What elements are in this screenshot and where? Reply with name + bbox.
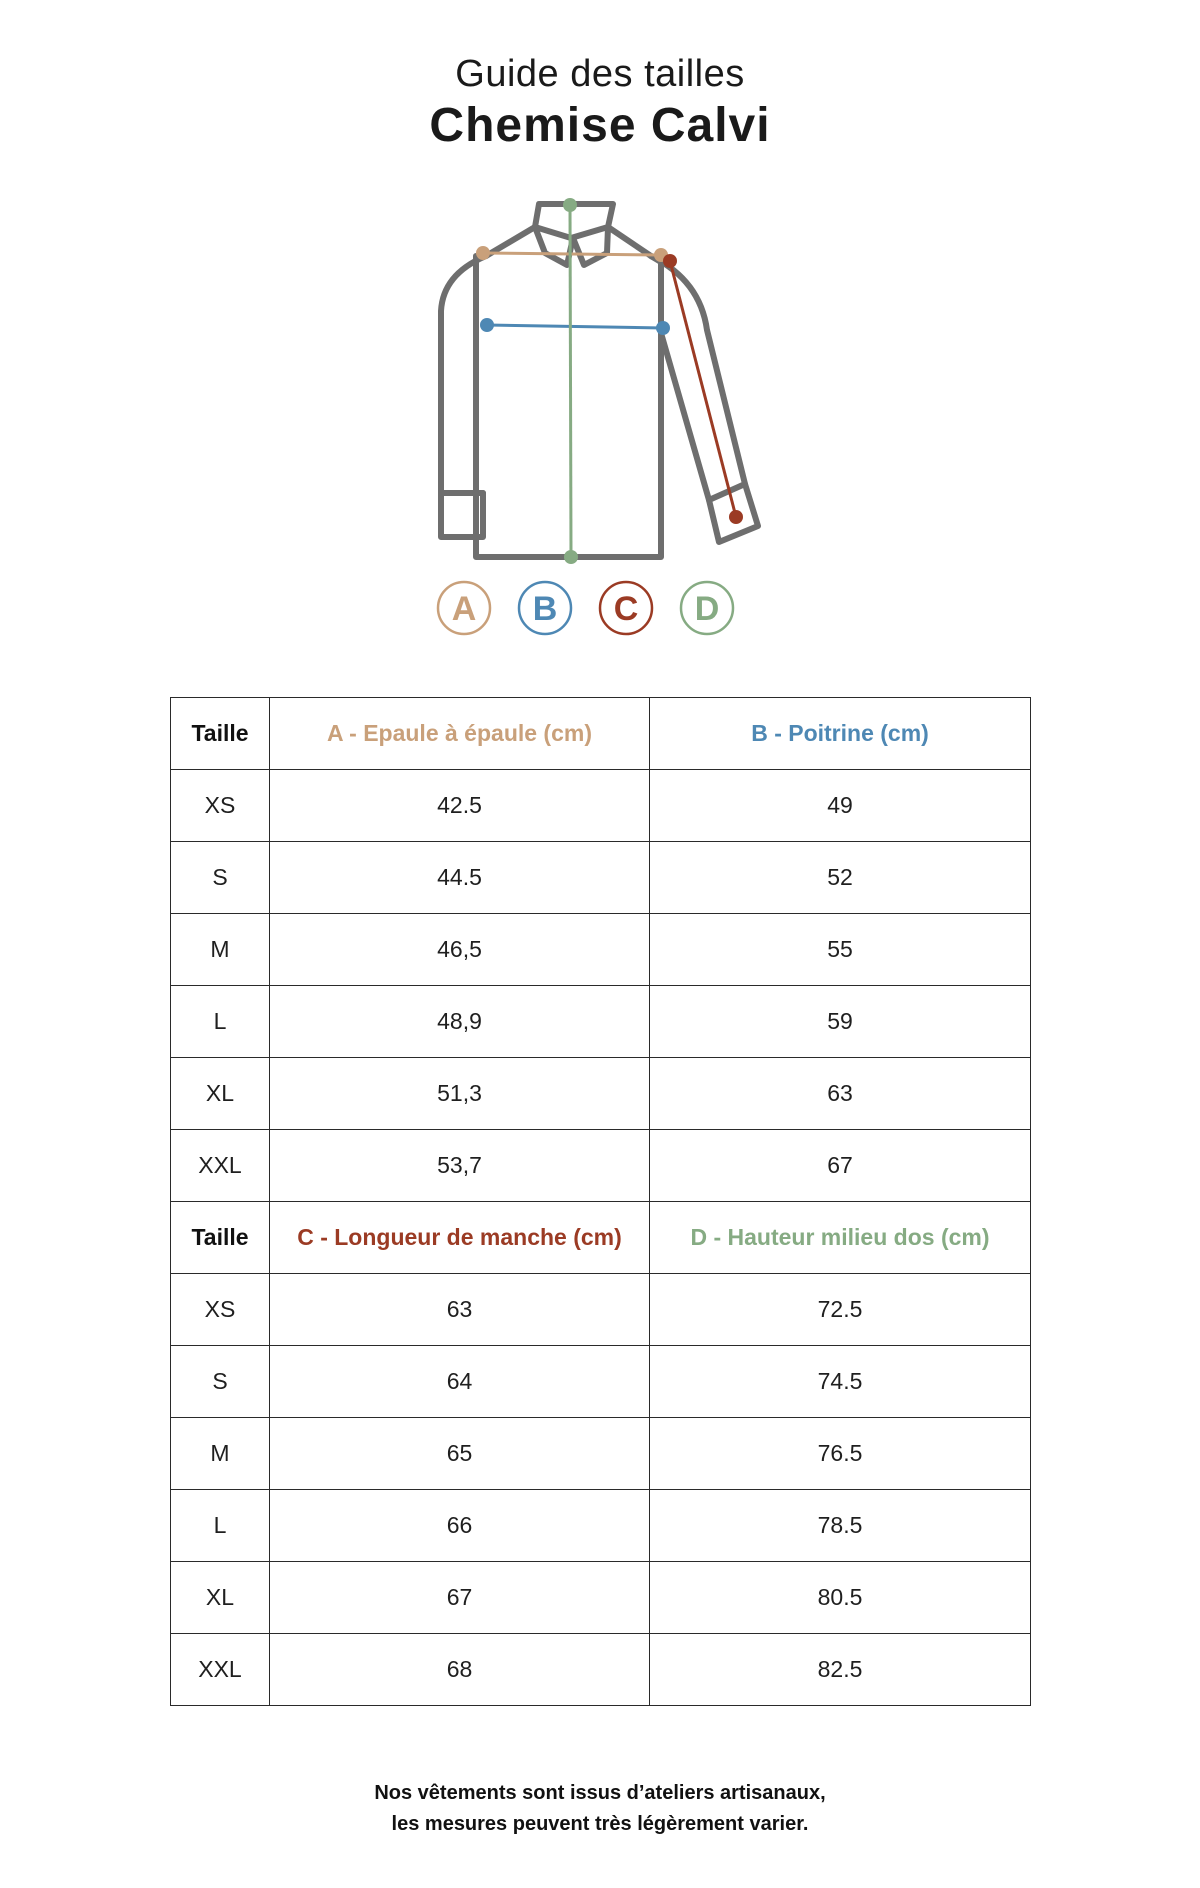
measure-value: 44.5	[270, 842, 650, 914]
measure-value: 67	[650, 1130, 1031, 1202]
measure-value: 49	[650, 770, 1031, 842]
legend-letter-c: C	[613, 590, 639, 628]
shirt-shoulder-right	[608, 227, 651, 256]
measure-value: 59	[650, 986, 1031, 1058]
size-table	[170, 697, 1031, 1706]
size-label: XXL	[171, 1634, 270, 1706]
measure-value: 78.5	[650, 1490, 1031, 1562]
measure-value: 66	[270, 1490, 650, 1562]
header-taille: Taille	[171, 698, 270, 770]
table-header-row	[171, 698, 1031, 770]
table-row	[171, 986, 1031, 1058]
header-measure: D - Hauteur milieu dos (cm)	[650, 1202, 1031, 1274]
measure-point-b-left	[480, 318, 494, 332]
measure-point-b-right	[656, 321, 670, 335]
shirt-body-outline	[476, 256, 661, 557]
size-label: XL	[171, 1562, 270, 1634]
table-row	[171, 1562, 1031, 1634]
table-row	[171, 1490, 1031, 1562]
legend-letter-b: B	[532, 590, 558, 628]
footer-line-2: les mesures peuvent très légèrement varier.	[391, 1813, 809, 1835]
size-label: XS	[171, 1274, 270, 1346]
measure-value: 55	[650, 914, 1031, 986]
table-row	[171, 1634, 1031, 1706]
size-label: S	[171, 842, 270, 914]
header-measure: C - Longueur de manche (cm)	[270, 1202, 650, 1274]
measure-value: 80.5	[650, 1562, 1031, 1634]
table-header-row	[171, 1202, 1031, 1274]
table-row	[171, 1274, 1031, 1346]
measure-point-d-top	[563, 198, 577, 212]
size-label: XL	[171, 1058, 270, 1130]
header-measure: B - Poitrine (cm)	[650, 698, 1031, 770]
measure-point-c-bottom	[729, 510, 743, 524]
measure-value: 74.5	[650, 1346, 1031, 1418]
measure-value: 63	[270, 1274, 650, 1346]
table-row	[171, 1058, 1031, 1130]
footer-note	[0, 1778, 1200, 1840]
legend-letter-d: D	[694, 590, 720, 628]
measure-value: 51,3	[270, 1058, 650, 1130]
table-row	[171, 1418, 1031, 1490]
measure-value: 52	[650, 842, 1031, 914]
size-label: L	[171, 1490, 270, 1562]
measure-point-d-bottom	[564, 550, 578, 564]
header-measure: A - Epaule à épaule (cm)	[270, 698, 650, 770]
page-subtitle: Guide des tailles	[455, 53, 745, 95]
measure-line-b	[487, 325, 663, 328]
measurement-legend	[438, 582, 733, 634]
size-label: M	[171, 1418, 270, 1490]
measure-point-c-top	[663, 254, 677, 268]
table-row	[171, 770, 1031, 842]
measure-line-a	[483, 253, 661, 255]
legend-letter-a: A	[451, 590, 477, 628]
header	[0, 50, 1200, 154]
measure-line-d	[570, 205, 571, 557]
measure-value: 68	[270, 1634, 650, 1706]
header-taille: Taille	[171, 1202, 270, 1274]
measure-value: 48,9	[270, 986, 650, 1058]
shirt-right-sleeve-outline	[651, 256, 745, 500]
shirt-diagram-svg	[0, 190, 1200, 650]
measure-value: 82.5	[650, 1634, 1031, 1706]
measure-value: 76.5	[650, 1418, 1031, 1490]
table-row	[171, 1130, 1031, 1202]
page-title: Chemise Calvi	[429, 99, 771, 152]
measure-value: 53,7	[270, 1130, 650, 1202]
measure-value: 65	[270, 1418, 650, 1490]
measure-value: 63	[650, 1058, 1031, 1130]
shirt-measurement-diagram	[0, 190, 1200, 650]
size-label: S	[171, 1346, 270, 1418]
table-row	[171, 842, 1031, 914]
measure-value: 72.5	[650, 1274, 1031, 1346]
measure-value: 64	[270, 1346, 650, 1418]
measure-point-a-left	[476, 246, 490, 260]
table-row	[171, 1346, 1031, 1418]
size-label: XS	[171, 770, 270, 842]
size-label: XXL	[171, 1130, 270, 1202]
size-label: L	[171, 986, 270, 1058]
size-label: M	[171, 914, 270, 986]
measure-value: 46,5	[270, 914, 650, 986]
footer-line-1: Nos vêtements sont issus d’ateliers artisanaux,	[374, 1782, 826, 1804]
table-row	[171, 914, 1031, 986]
measure-value: 67	[270, 1562, 650, 1634]
measure-value: 42.5	[270, 770, 650, 842]
